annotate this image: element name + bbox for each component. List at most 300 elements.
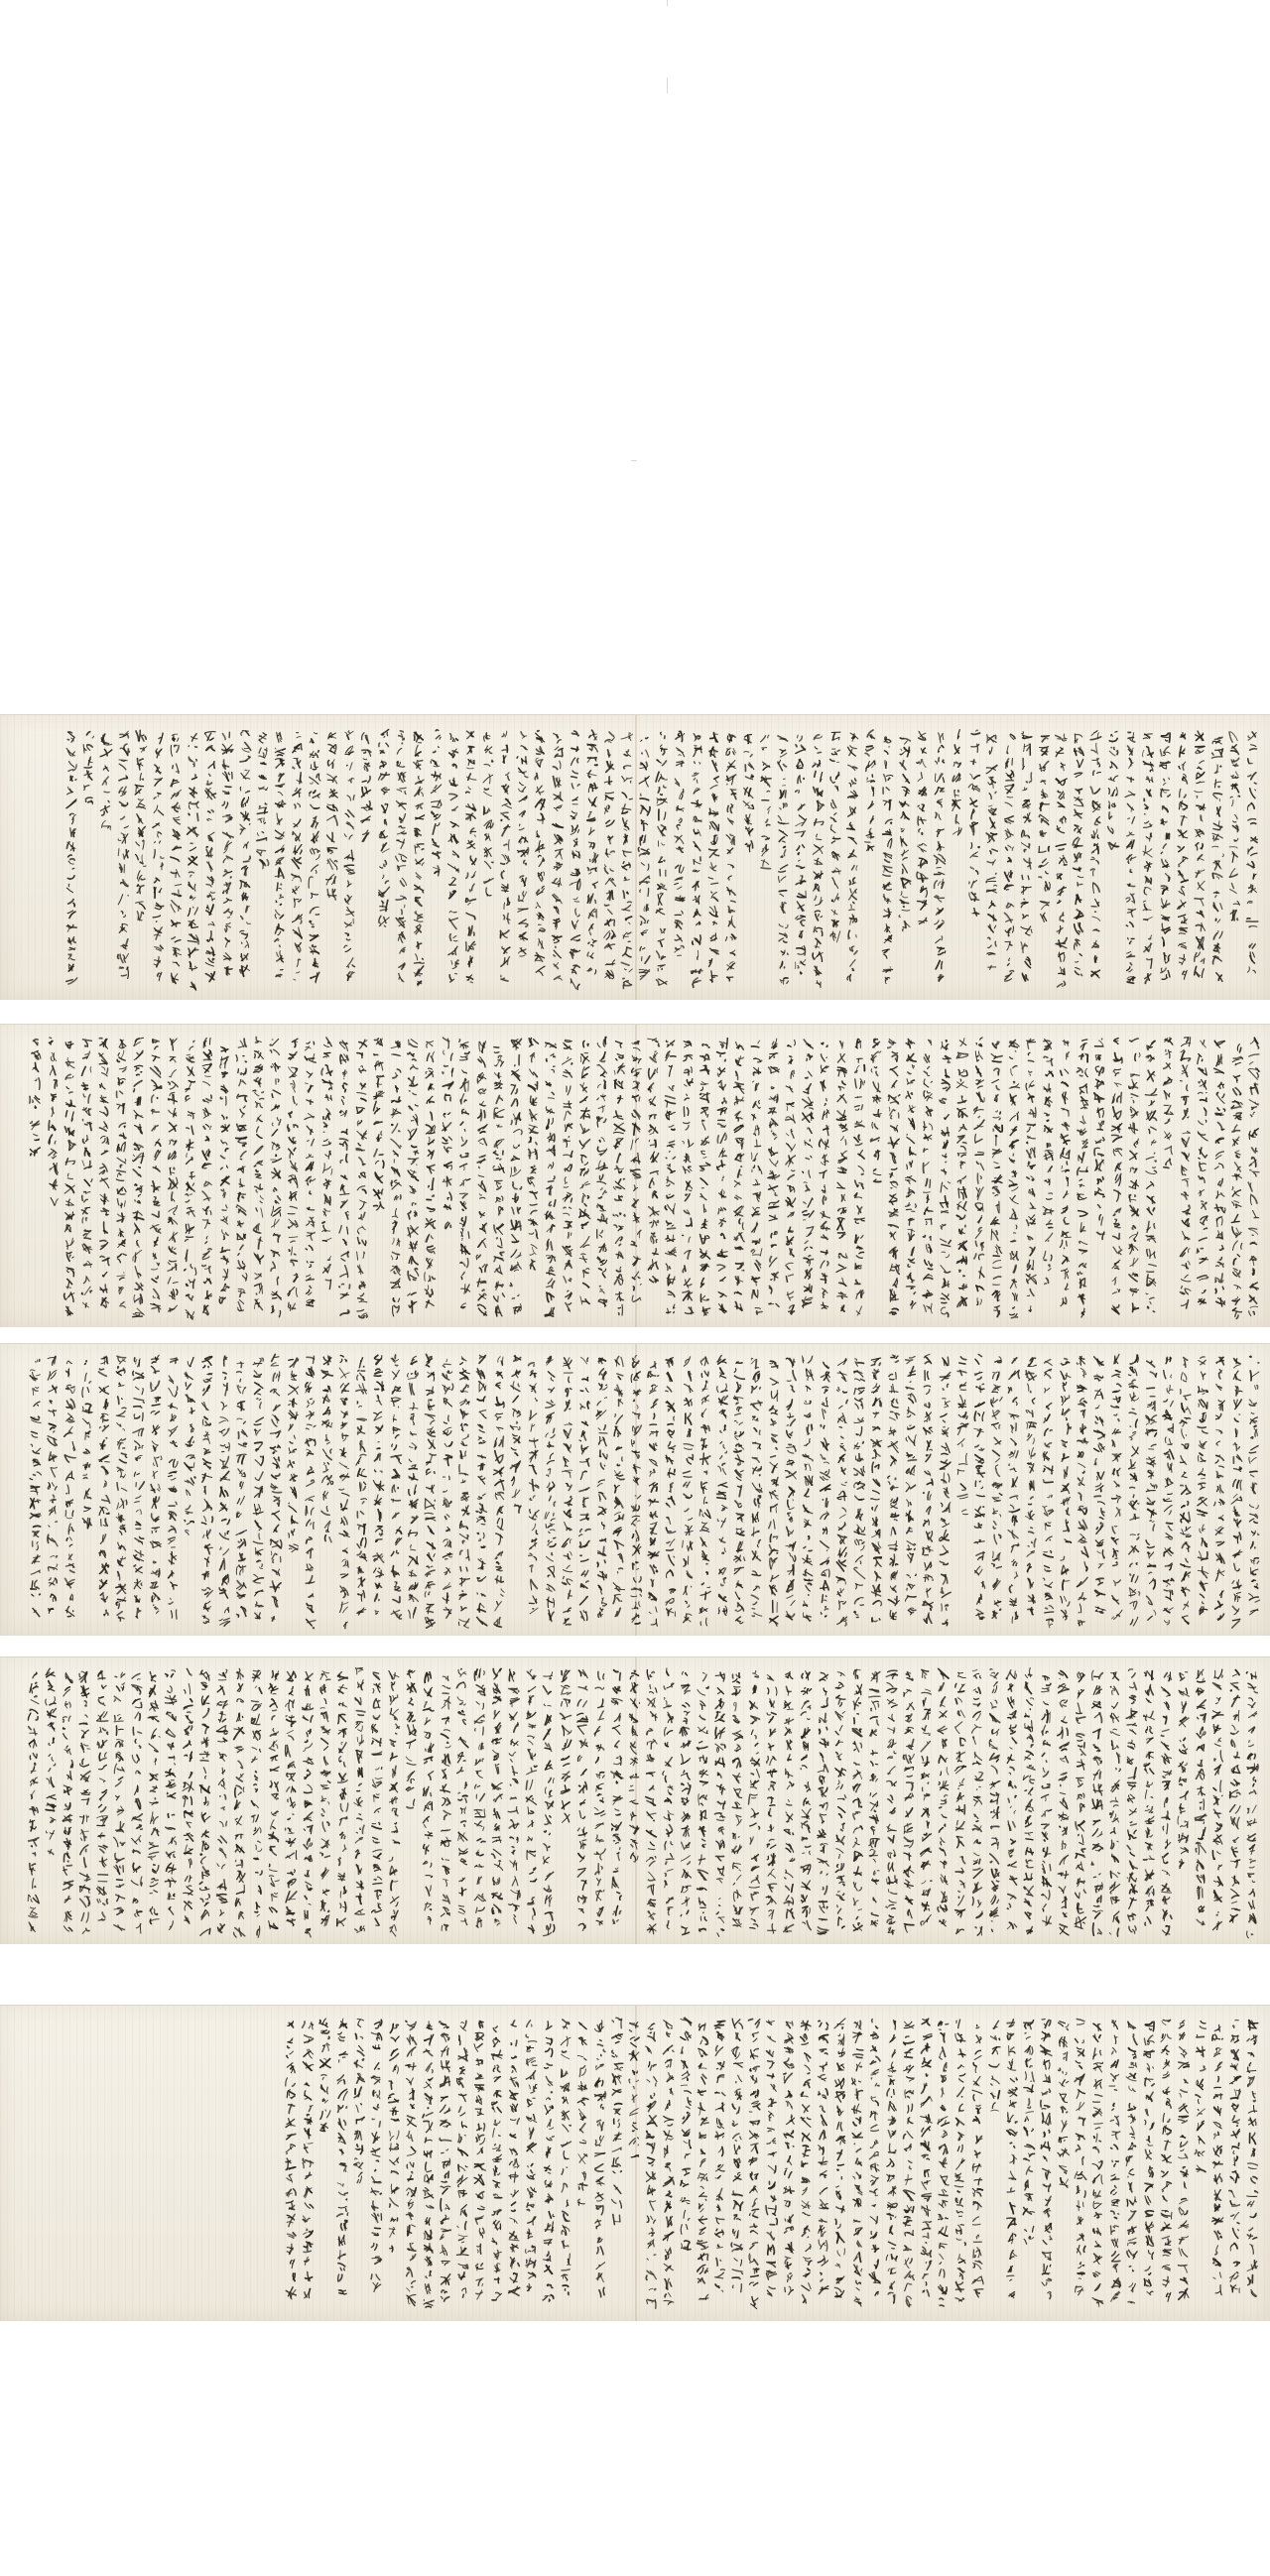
calligraphy-glyph <box>1249 1457 1256 1463</box>
calligraphy-glyph <box>855 1399 863 1410</box>
calligraphy-glyph <box>373 1837 380 1843</box>
calligraphy-glyph <box>641 820 647 830</box>
calligraphy-glyph <box>393 1597 400 1603</box>
calligraphy-glyph <box>1211 749 1222 758</box>
calligraphy-glyph <box>814 871 823 879</box>
calligraphy-glyph <box>633 1477 639 1485</box>
calligraphy-glyph <box>530 1608 538 1614</box>
calligraphy-glyph <box>1021 942 1027 953</box>
calligraphy-glyph <box>259 733 266 743</box>
calligraphy-glyph <box>48 1534 58 1545</box>
calligraphy-glyph <box>975 1241 983 1250</box>
calligraphy-glyph <box>835 1711 845 1720</box>
calligraphy-glyph <box>600 1463 604 1469</box>
calligraphy-glyph <box>1028 1236 1033 1240</box>
calligraphy-glyph <box>924 1698 927 1706</box>
calligraphy-glyph <box>871 1671 880 1682</box>
calligraphy-glyph <box>237 1166 245 1173</box>
calligraphy-glyph <box>563 1070 572 1077</box>
calligraphy-glyph <box>786 1844 793 1853</box>
calligraphy-glyph <box>885 977 889 983</box>
calligraphy-glyph <box>768 1170 780 1179</box>
calligraphy-glyph <box>907 1425 914 1429</box>
calligraphy-glyph <box>269 1832 279 1842</box>
calligraphy-glyph <box>613 1906 621 1916</box>
calligraphy-glyph <box>1062 1108 1070 1116</box>
calligraphy-glyph <box>565 1165 572 1171</box>
calligraphy-glyph <box>908 1553 914 1562</box>
calligraphy-glyph <box>836 1695 845 1706</box>
calligraphy-glyph <box>202 1150 209 1160</box>
calligraphy-glyph <box>682 1842 691 1849</box>
calligraphy-glyph <box>1027 1289 1034 1296</box>
calligraphy-glyph <box>495 1551 502 1558</box>
calligraphy-glyph <box>479 1265 487 1273</box>
calligraphy-glyph <box>30 1121 39 1130</box>
calligraphy-glyph <box>594 1726 600 1736</box>
calligraphy-glyph <box>1093 1745 1099 1751</box>
calligraphy-glyph <box>295 942 301 952</box>
calligraphy-glyph <box>443 1755 450 1767</box>
calligraphy-glyph <box>443 1371 452 1380</box>
calligraphy-glyph <box>529 1724 536 1728</box>
calligraphy-glyph <box>356 1865 361 1875</box>
calligraphy-glyph <box>803 1555 813 1565</box>
calligraphy-glyph <box>84 1148 89 1156</box>
calligraphy-glyph <box>700 1264 709 1271</box>
calligraphy-glyph <box>461 1493 469 1502</box>
calligraphy-glyph <box>597 1257 607 1265</box>
calligraphy-glyph <box>410 1384 415 1395</box>
calligraphy-glyph <box>918 901 927 910</box>
calligraphy-glyph <box>1249 1859 1255 1868</box>
calligraphy-glyph <box>1044 1452 1050 1461</box>
calligraphy-glyph <box>921 1848 932 1857</box>
calligraphy-glyph <box>787 1782 794 1789</box>
calligraphy-glyph <box>118 1078 125 1085</box>
calligraphy-glyph <box>953 827 962 835</box>
calligraphy-glyph <box>1079 1463 1085 1473</box>
calligraphy-glyph <box>580 1514 588 1521</box>
calligraphy-glyph <box>1179 800 1187 809</box>
calligraphy-glyph <box>1130 1601 1137 1609</box>
calligraphy-glyph <box>255 1521 262 1531</box>
calligraphy-glyph <box>1129 759 1133 769</box>
calligraphy-glyph <box>83 1261 91 1267</box>
calligraphy-glyph <box>615 1486 620 1493</box>
calligraphy-glyph <box>956 1793 963 1802</box>
calligraphy-glyph <box>240 787 249 793</box>
calligraphy-glyph <box>666 1235 675 1241</box>
calligraphy-glyph <box>1144 862 1152 872</box>
calligraphy-glyph <box>1010 1738 1017 1750</box>
calligraphy-glyph <box>1028 1463 1034 1473</box>
calligraphy-glyph <box>927 1532 933 1541</box>
calligraphy-glyph <box>587 757 597 765</box>
calligraphy-glyph <box>169 1092 178 1103</box>
calligraphy-glyph <box>1134 1139 1138 1148</box>
calligraphy-glyph <box>321 1065 332 1075</box>
calligraphy-glyph <box>734 1206 743 1216</box>
calligraphy-glyph <box>801 1821 810 1832</box>
calligraphy-glyph <box>771 1391 777 1402</box>
calligraphy-glyph <box>649 1499 659 1506</box>
calligraphy-glyph <box>292 874 301 882</box>
calligraphy-glyph <box>1198 1887 1204 1899</box>
calligraphy-glyph <box>806 1156 812 1159</box>
calligraphy-glyph <box>1200 1412 1206 1421</box>
calligraphy-glyph <box>342 1433 348 1441</box>
calligraphy-glyph <box>837 1589 844 1596</box>
calligraphy-glyph <box>766 1757 776 1766</box>
calligraphy-glyph <box>1246 919 1257 921</box>
calligraphy-glyph <box>344 945 351 951</box>
calligraphy-glyph <box>727 888 735 896</box>
calligraphy-glyph <box>685 1067 693 1075</box>
calligraphy-glyph <box>356 1894 361 1904</box>
calligraphy-glyph <box>444 1427 451 1435</box>
calligraphy-glyph <box>173 764 179 774</box>
calligraphy-glyph <box>815 858 823 865</box>
calligraphy-glyph <box>342 1559 348 1567</box>
calligraphy-glyph <box>159 733 163 744</box>
calligraphy-glyph <box>694 842 700 851</box>
calligraphy-glyph <box>1011 1543 1019 1552</box>
calligraphy-glyph <box>769 1407 777 1414</box>
calligraphy-glyph <box>1145 1870 1153 1881</box>
calligraphy-glyph <box>588 784 597 793</box>
calligraphy-glyph <box>293 788 301 797</box>
calligraphy-glyph <box>510 1779 518 1785</box>
calligraphy-glyph <box>65 1074 73 1079</box>
calligraphy-glyph <box>1045 1360 1053 1366</box>
calligraphy-glyph <box>323 1123 327 1133</box>
calligraphy-glyph <box>1147 1361 1155 1367</box>
calligraphy-glyph <box>614 1080 623 1089</box>
calligraphy-glyph <box>153 1605 158 1614</box>
calligraphy-glyph <box>855 1539 864 1550</box>
calligraphy-glyph <box>255 1051 264 1059</box>
calligraphy-glyph <box>152 1497 159 1508</box>
calligraphy-glyph <box>169 1571 175 1578</box>
calligraphy-glyph <box>546 1081 551 1086</box>
calligraphy-glyph <box>100 750 112 757</box>
calligraphy-glyph <box>325 1152 330 1160</box>
calligraphy-glyph <box>1129 1546 1139 1554</box>
calligraphy-glyph <box>360 1482 366 1491</box>
calligraphy-glyph <box>203 1125 211 1130</box>
calligraphy-glyph <box>790 1859 794 1862</box>
calligraphy-glyph <box>1216 1357 1224 1365</box>
calligraphy-glyph <box>805 1476 813 1486</box>
calligraphy-glyph <box>1005 971 1014 982</box>
calligraphy-glyph <box>99 1550 105 1558</box>
calligraphy-glyph <box>698 1855 704 1865</box>
calligraphy-glyph <box>831 732 840 740</box>
calligraphy-glyph <box>1216 1441 1220 1445</box>
calligraphy-glyph <box>548 1163 553 1168</box>
calligraphy-glyph <box>614 1139 623 1149</box>
calligraphy-glyph <box>1214 765 1221 773</box>
calligraphy-glyph <box>82 1418 90 1428</box>
calligraphy-glyph <box>1127 778 1134 782</box>
calligraphy-glyph <box>658 893 663 905</box>
calligraphy-glyph <box>240 1152 246 1160</box>
calligraphy-glyph <box>51 1052 56 1060</box>
calligraphy-glyph <box>955 1683 964 1691</box>
calligraphy-glyph <box>118 895 128 905</box>
calligraphy-glyph <box>225 967 232 976</box>
calligraphy-glyph <box>1197 1727 1206 1738</box>
calligraphy-glyph <box>137 912 143 920</box>
calligraphy-glyph <box>1061 1498 1070 1506</box>
calligraphy-glyph <box>728 876 732 880</box>
calligraphy-glyph <box>1145 877 1151 884</box>
calligraphy-glyph <box>771 1505 778 1513</box>
calligraphy-glyph <box>361 801 372 811</box>
calligraphy-glyph <box>514 1145 520 1148</box>
calligraphy-glyph <box>307 1367 315 1378</box>
calligraphy-glyph <box>1179 1762 1187 1772</box>
calligraphy-glyph <box>1165 1798 1168 1807</box>
calligraphy-glyph <box>1048 1166 1052 1172</box>
calligraphy-glyph <box>289 1302 296 1310</box>
calligraphy-glyph <box>546 1107 554 1113</box>
calligraphy-glyph <box>957 730 959 739</box>
calligraphy-glyph <box>288 1879 297 1887</box>
calligraphy-glyph <box>1199 1483 1206 1489</box>
calligraphy-glyph <box>306 1411 314 1419</box>
calligraphy-glyph <box>119 760 127 770</box>
calligraphy-glyph <box>155 1139 161 1146</box>
calligraphy-glyph <box>270 1039 278 1045</box>
calligraphy-glyph <box>237 1418 245 1423</box>
calligraphy-glyph <box>1075 939 1080 949</box>
calligraphy-glyph <box>736 1581 743 1588</box>
calligraphy-glyph <box>958 1412 967 1419</box>
calligraphy-glyph <box>618 1400 623 1407</box>
calligraphy-glyph <box>903 921 910 931</box>
calligraphy-glyph <box>753 1416 758 1420</box>
calligraphy-glyph <box>443 1895 449 1903</box>
calligraphy-glyph <box>597 1174 606 1183</box>
calligraphy-glyph <box>615 1414 623 1424</box>
calligraphy-glyph <box>1163 1897 1170 1904</box>
calligraphy-glyph <box>529 1553 537 1560</box>
calligraphy-glyph <box>578 1686 587 1690</box>
calligraphy-glyph <box>604 930 616 939</box>
calligraphy-glyph <box>856 1246 863 1258</box>
calligraphy-glyph <box>683 1266 686 1273</box>
calligraphy-glyph <box>135 1184 143 1192</box>
calligraphy-glyph <box>924 1492 932 1500</box>
calligraphy-glyph <box>789 1056 793 1064</box>
calligraphy-glyph <box>357 1370 365 1380</box>
calligraphy-glyph <box>1198 1566 1207 1577</box>
calligraphy-glyph <box>665 1728 673 1737</box>
calligraphy-glyph <box>1096 1578 1103 1585</box>
calligraphy-glyph <box>798 776 804 784</box>
calligraphy-glyph <box>605 865 614 874</box>
calligraphy-glyph <box>565 1124 572 1132</box>
calligraphy-glyph <box>459 1878 465 1882</box>
calligraphy-glyph <box>699 1608 707 1614</box>
calligraphy-glyph <box>1164 1400 1174 1407</box>
calligraphy-glyph <box>1092 829 1099 838</box>
calligraphy-glyph <box>72 1442 75 1451</box>
calligraphy-glyph <box>727 734 735 742</box>
calligraphy-glyph <box>1148 1470 1154 1478</box>
calligraphy-glyph <box>134 1550 144 1561</box>
calligraphy-glyph <box>820 1901 828 1912</box>
calligraphy-glyph <box>206 746 214 751</box>
calligraphy-glyph <box>474 1715 484 1723</box>
calligraphy-glyph <box>1044 1551 1053 1557</box>
calligraphy-glyph <box>289 1358 299 1367</box>
calligraphy-glyph <box>1094 1093 1104 1103</box>
calligraphy-glyph <box>900 892 909 904</box>
calligraphy-glyph <box>942 1252 950 1258</box>
calligraphy-glyph <box>190 982 195 990</box>
calligraphy-glyph <box>120 802 128 806</box>
calligraphy-glyph <box>340 1310 349 1315</box>
calligraphy-glyph <box>685 1251 692 1259</box>
calligraphy-glyph <box>719 1039 727 1048</box>
calligraphy-glyph <box>117 1356 126 1364</box>
calligraphy-glyph <box>739 1219 743 1230</box>
calligraphy-glyph <box>1197 773 1205 784</box>
calligraphy-glyph <box>820 1814 826 1823</box>
calligraphy-glyph <box>736 1617 743 1624</box>
calligraphy-glyph <box>888 1767 896 1775</box>
calligraphy-glyph <box>700 1912 706 1921</box>
calligraphy-glyph <box>1062 1162 1069 1172</box>
calligraphy-glyph <box>1061 1371 1071 1380</box>
calligraphy-glyph <box>651 1523 658 1534</box>
calligraphy-glyph <box>222 1115 227 1119</box>
calligraphy-glyph <box>357 1882 364 1890</box>
calligraphy-glyph <box>871 1920 878 1926</box>
calligraphy-glyph <box>238 1068 246 1074</box>
calligraphy-glyph <box>682 1926 690 1934</box>
calligraphy-glyph <box>1048 1495 1052 1497</box>
calligraphy-glyph <box>1078 1690 1084 1699</box>
calligraphy-glyph <box>762 845 769 856</box>
calligraphy-glyph <box>1041 913 1047 921</box>
calligraphy-glyph <box>1213 1795 1222 1804</box>
calligraphy-glyph <box>1233 1113 1241 1120</box>
calligraphy-glyph <box>888 1225 898 1228</box>
calligraphy-glyph <box>1201 815 1203 821</box>
calligraphy-glyph <box>701 1396 708 1404</box>
calligraphy-glyph <box>545 1715 551 1725</box>
calligraphy-glyph <box>657 884 666 890</box>
calligraphy-glyph <box>1078 1264 1086 1275</box>
calligraphy-glyph <box>238 1193 246 1201</box>
calligraphy-glyph <box>310 934 318 940</box>
calligraphy-glyph <box>466 899 476 906</box>
calligraphy-glyph <box>1147 959 1152 969</box>
calligraphy-glyph <box>279 774 284 782</box>
calligraphy-glyph <box>271 1617 275 1621</box>
calligraphy-glyph <box>701 1371 708 1377</box>
calligraphy-glyph <box>400 814 406 823</box>
calligraphy-glyph <box>597 1094 605 1101</box>
calligraphy-glyph <box>362 750 371 760</box>
calligraphy-glyph <box>992 1150 1001 1159</box>
calligraphy-glyph <box>1231 1740 1235 1747</box>
calligraphy-glyph <box>497 1125 502 1127</box>
calligraphy-glyph <box>578 1923 585 1930</box>
calligraphy-glyph <box>621 962 632 972</box>
calligraphy-glyph <box>1113 1107 1121 1119</box>
calligraphy-glyph <box>687 1455 693 1464</box>
calligraphy-glyph <box>853 1812 860 1819</box>
calligraphy-glyph <box>657 979 668 985</box>
calligraphy-glyph <box>563 1247 572 1257</box>
calligraphy-glyph <box>1008 1862 1016 1867</box>
calligraphy-glyph <box>393 1427 400 1438</box>
calligraphy-glyph <box>186 1437 193 1447</box>
calligraphy-glyph <box>528 1837 533 1841</box>
calligraphy-glyph <box>99 1053 107 1064</box>
calligraphy-glyph <box>443 1593 448 1603</box>
calligraphy-glyph <box>821 1251 827 1255</box>
calligraphy-glyph <box>322 1476 333 1485</box>
calligraphy-glyph <box>344 834 352 839</box>
calligraphy-glyph <box>1229 869 1237 878</box>
calligraphy-glyph <box>135 1441 144 1450</box>
calligraphy-glyph <box>152 1441 158 1451</box>
calligraphy-glyph <box>685 1194 690 1201</box>
calligraphy-glyph <box>734 1905 743 1914</box>
calligraphy-glyph <box>50 1038 53 1044</box>
calligraphy-glyph <box>837 1617 847 1626</box>
calligraphy-glyph <box>118 1572 120 1580</box>
calligraphy-glyph <box>681 1910 689 1916</box>
calligraphy-glyph <box>306 1496 315 1501</box>
calligraphy-glyph <box>203 1049 211 1059</box>
calligraphy-glyph <box>1043 1207 1054 1215</box>
calligraphy-glyph <box>906 1203 917 1212</box>
calligraphy-glyph <box>222 772 232 781</box>
calligraphy-glyph <box>754 1586 760 1590</box>
calligraphy-glyph <box>425 1902 432 1910</box>
calligraphy-glyph <box>631 1169 641 1178</box>
calligraphy-glyph <box>924 1427 933 1434</box>
calligraphy-glyph <box>597 1879 601 1886</box>
calligraphy-glyph <box>553 761 561 769</box>
calligraphy-glyph <box>547 1597 554 1607</box>
calligraphy-glyph <box>957 1469 964 1474</box>
calligraphy-glyph <box>971 809 974 819</box>
calligraphy-glyph <box>921 886 928 897</box>
calligraphy-glyph <box>556 849 563 859</box>
calligraphy-glyph <box>1108 843 1118 850</box>
calligraphy-glyph <box>325 1095 332 1100</box>
calligraphy-glyph <box>547 1292 554 1301</box>
calligraphy-glyph <box>823 1398 828 1407</box>
calligraphy-glyph <box>137 814 143 823</box>
calligraphy-glyph <box>389 1797 397 1804</box>
calligraphy-glyph <box>605 878 615 886</box>
calligraphy-glyph <box>495 1080 502 1088</box>
calligraphy-glyph <box>693 935 700 945</box>
calligraphy-glyph <box>1056 844 1066 850</box>
calligraphy-glyph <box>1095 1406 1099 1409</box>
calligraphy-glyph <box>1109 812 1112 819</box>
calligraphy-glyph <box>1146 1415 1157 1425</box>
